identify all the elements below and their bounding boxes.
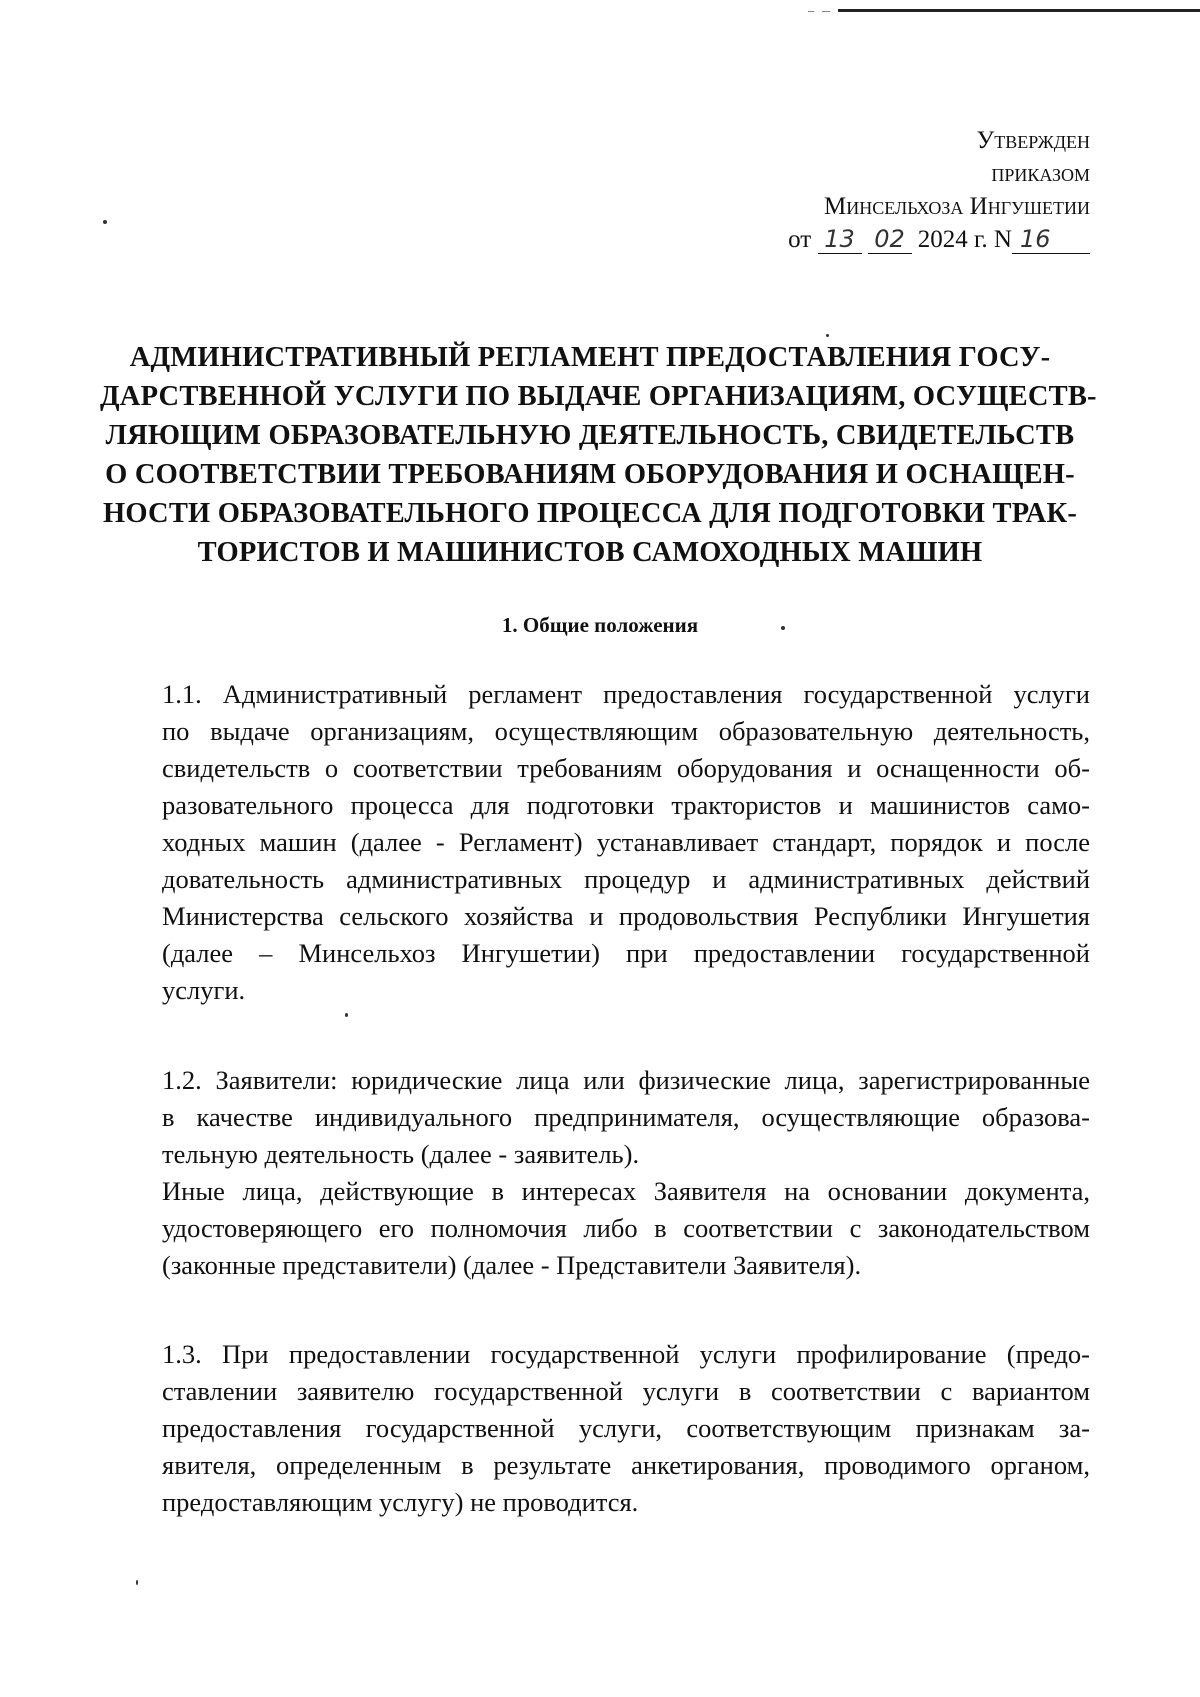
date-year-number-label: 2024 г. N <box>917 226 1012 253</box>
paragraph-line: удостоверяющего его полномочия либо в соответствии с законодательством <box>162 1213 1090 1243</box>
paragraph-line: 1.1. Административный регламент предоставления государственной услуги <box>162 679 1090 709</box>
paragraph-line: предоставления государственной услуги, соответствующим признакам за- <box>162 1413 1090 1443</box>
paragraph-line: (законные представители) (далее - Представители Заявителя). <box>162 1250 862 1280</box>
approval-line-ministry: Минсельхоза Ингушетии <box>824 193 1090 220</box>
paragraph-line: (далее – Минсельхоз Ингушетии) при предоставлении государственной <box>162 938 1090 968</box>
paragraph-line: предоставляющим услугу) не проводится. <box>162 1487 639 1517</box>
date-day-handwritten: 13 <box>818 225 862 254</box>
approval-date-line <box>788 223 1090 256</box>
title-line: АДМИНИСТРАТИВНЫЙ РЕГЛАМЕНТ ПРЕДОСТАВЛЕНИЯ ГОСУ- <box>129 342 1051 373</box>
scan-dash <box>808 11 814 12</box>
date-month-handwritten: 02 <box>868 225 912 254</box>
paragraph-line: 1.3. При предоставлении государственной услуги профилирование (предо- <box>162 1339 1090 1369</box>
paragraph-line: ходных машин (далее - Регламент) устанавливает стандарт, порядок и после <box>162 827 1090 857</box>
scan-edge-line <box>838 9 1200 12</box>
title-line: ТОРИСТОВ И МАШИНИСТОВ САМОХОДНЫХ МАШИН <box>197 537 983 568</box>
paragraph-line: Министерства сельского хозяйства и продовольствия Республики Ингушетия <box>162 901 1090 931</box>
paragraph-1-1 <box>162 676 1090 1009</box>
scan-speck <box>826 334 829 337</box>
title-line: О СООТВЕТСТВИИ ТРЕБОВАНИЯМ ОБОРУДОВАНИЯ И ОСНАЩЕН- <box>105 459 1075 490</box>
approval-line-approved: Утвержден <box>976 127 1090 154</box>
paragraph-1-3 <box>162 1336 1090 1521</box>
scan-dash <box>822 11 830 12</box>
title-line: ЛЯЮЩИМ ОБРАЗОВАТЕЛЬНУЮ ДЕЯТЕЛЬНОСТЬ, СВИДЕТЕЛЬСТВ <box>105 420 1075 451</box>
paragraph-line: в качестве индивидуального предпринимателя, осуществляющие образова- <box>162 1102 1090 1132</box>
paragraph-line: свидетельств о соответствии требованиям оборудования и оснащенности об- <box>162 753 1090 783</box>
scan-speck <box>136 1580 138 1585</box>
document-title <box>100 338 1097 572</box>
paragraph-line: явителя, определенным в результате анкетирования, проводимого органом, <box>162 1450 1090 1480</box>
paragraph-line: 1.2. Заявители: юридические лица или физические лица, зарегистрированные <box>162 1065 1090 1095</box>
paragraph-line: услуги. <box>162 975 246 1005</box>
paragraph-line: довательность административных процедур и административных действий <box>162 864 1090 894</box>
paragraph-1-2 <box>162 1062 1090 1284</box>
paragraph-line: тельную деятельность (далее - заявитель). <box>162 1139 640 1169</box>
paragraph-line: Иные лица, действующие в интересах Заявителя на основании документа, <box>162 1176 1090 1206</box>
approval-line-order: приказом <box>991 160 1090 187</box>
section-heading: 1. Общие положения <box>501 613 699 637</box>
order-number-handwritten: 16 <box>1012 225 1090 254</box>
paragraph-line: разовательного процесса для подготовки трактористов и машинистов само- <box>162 790 1090 820</box>
approval-block <box>670 124 1090 256</box>
scan-speck <box>103 220 107 224</box>
date-prefix: от <box>788 226 812 253</box>
title-line: ДАРСТВЕННОЙ УСЛУГИ ПО ВЫДАЧЕ ОРГАНИЗАЦИЯМ, ОСУЩЕСТВ- <box>100 381 1097 412</box>
title-line: НОСТИ ОБРАЗОВАТЕЛЬНОГО ПРОЦЕССА ДЛЯ ПОДГОТОВКИ ТРАК- <box>102 498 1078 529</box>
paragraph-line: по выдаче организациям, осуществляющим образовательную деятельность, <box>162 716 1090 746</box>
paragraph-line: ставлении заявителю государственной услуги в соответствии с вариантом <box>162 1376 1090 1406</box>
scan-speck <box>345 1013 348 1017</box>
